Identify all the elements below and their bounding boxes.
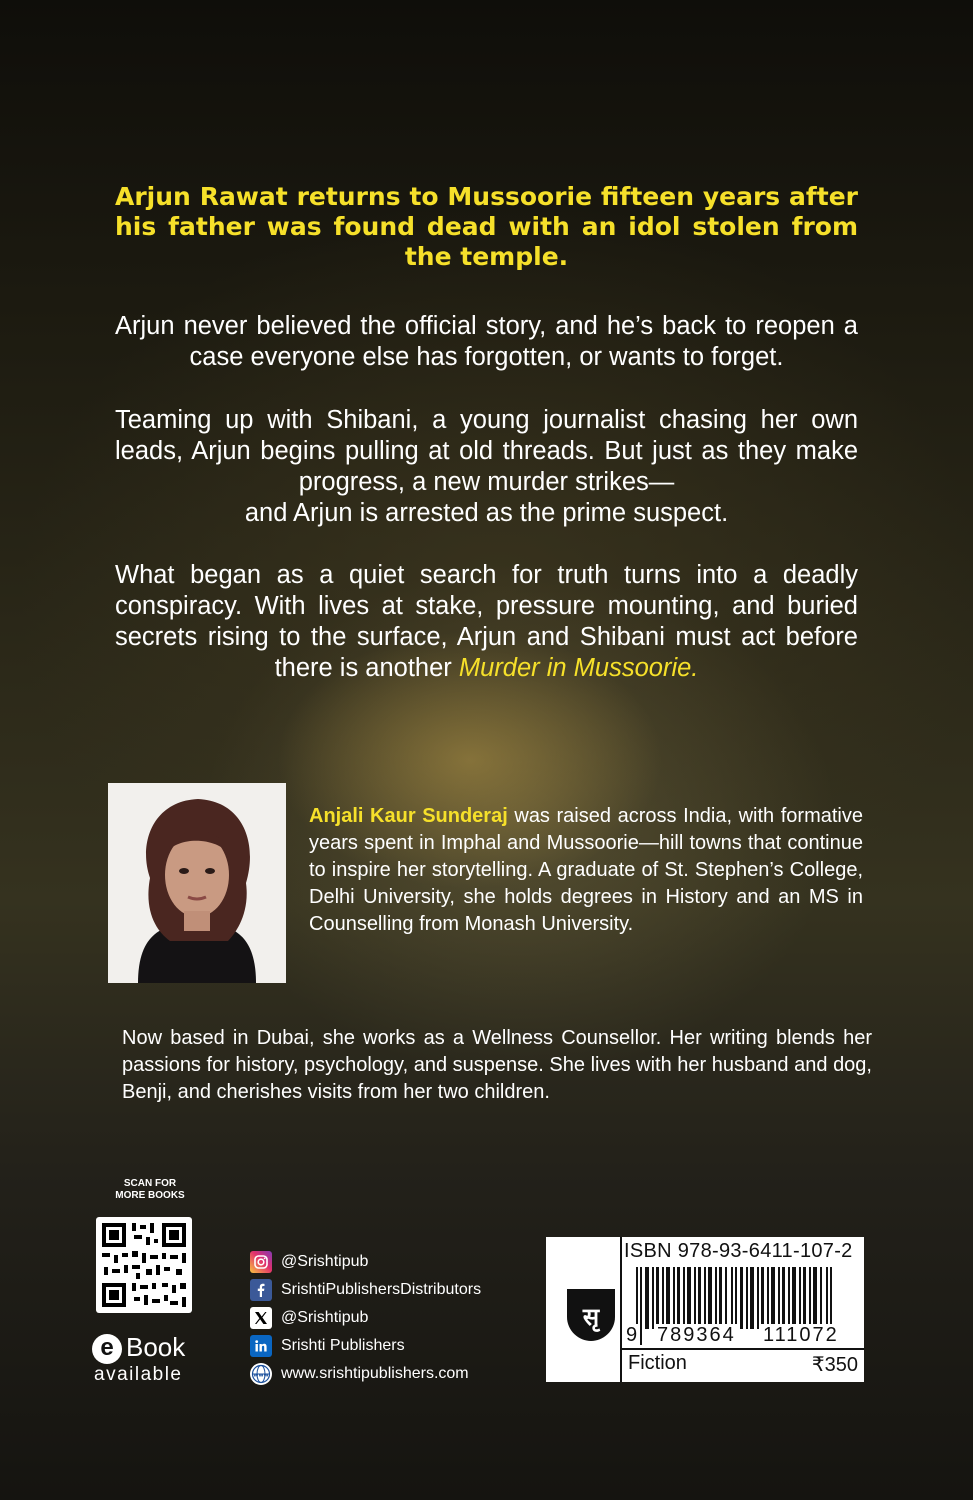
price-label: ₹350 bbox=[811, 1354, 858, 1376]
blurb-paragraph-3 bbox=[115, 560, 858, 684]
barcode-digit-first: 9 bbox=[626, 1324, 638, 1346]
isbn-barcode-box bbox=[546, 1237, 864, 1382]
blurb-paragraph-2-main: Teaming up with Shibani, a young journalist chasing her own leads, Arjun begins pulling at old threads. But just as they make progress, a new murder strikes— bbox=[115, 406, 858, 496]
blurb-paragraph-1: Arjun never believed the official story, and he’s back to reopen a case everyone else has forgotten, or wants to forget. bbox=[115, 312, 858, 371]
qr-label-line-1: SCAN FOR bbox=[123, 1178, 177, 1189]
svg-text:www: www bbox=[253, 1372, 269, 1379]
ebook-available-label: available bbox=[94, 1364, 183, 1385]
ebook-badge bbox=[92, 1330, 204, 1390]
social-x[interactable] bbox=[250, 1304, 540, 1332]
publisher-logo-text: सृ bbox=[582, 1303, 600, 1331]
barcode-digits-left: 789364 bbox=[654, 1324, 739, 1347]
x-handle: @Srishtipub bbox=[281, 1309, 369, 1326]
ebook-book-label: Book bbox=[126, 1332, 186, 1362]
social-links bbox=[250, 1248, 540, 1388]
qr-label-line-2: MORE BOOKS bbox=[115, 1190, 185, 1201]
facebook-page: SrishtiPublishersDistributors bbox=[281, 1281, 482, 1298]
instagram-handle: @Srishtipub bbox=[281, 1253, 369, 1270]
facebook-icon bbox=[250, 1279, 272, 1301]
social-website[interactable] bbox=[250, 1360, 540, 1388]
barcode-digits bbox=[622, 1324, 858, 1346]
tagline: Arjun Rawat returns to Mussoorie fifteen years after his father was found dead with an idol stolen from the temple. bbox=[115, 182, 858, 271]
author-bio-2: Now based in Dubai, she works as a Wellness Counsellor. Her writing blends her passions for history, psychology, and suspense. She lives with her husband and dog, Benji, and cherishes visits from her two children. bbox=[122, 1027, 872, 1103]
blurb-paragraph-2 bbox=[115, 405, 858, 529]
linkedin-page: Srishti Publishers bbox=[281, 1337, 405, 1354]
linkedin-icon bbox=[250, 1335, 272, 1357]
publisher-logo bbox=[563, 1287, 619, 1343]
isbn-number: ISBN 978-93-6411-107-2 bbox=[624, 1240, 853, 1262]
author-bio-1 bbox=[309, 803, 863, 938]
author-photo bbox=[108, 783, 286, 983]
genre-label: Fiction bbox=[628, 1352, 687, 1374]
barcode-divider-horizontal bbox=[622, 1348, 864, 1350]
qr-label bbox=[100, 1178, 200, 1202]
barcode-digits-right: 111072 bbox=[760, 1324, 842, 1347]
social-linkedin[interactable] bbox=[250, 1332, 540, 1360]
social-facebook[interactable] bbox=[250, 1276, 540, 1304]
instagram-icon bbox=[250, 1251, 272, 1273]
x-icon bbox=[250, 1307, 272, 1329]
website-icon bbox=[250, 1363, 272, 1385]
ebook-e-icon: e bbox=[92, 1334, 122, 1364]
author-name: Anjali Kaur Sunderaj bbox=[309, 805, 508, 827]
qr-code[interactable] bbox=[96, 1217, 192, 1313]
website-url: www.srishtipublishers.com bbox=[281, 1365, 469, 1382]
blurb-paragraph-2-end: and Arjun is arrested as the prime suspect. bbox=[244, 499, 729, 527]
social-instagram[interactable] bbox=[250, 1248, 540, 1276]
author-bio-1-text: was raised across India, with formative years spent in Imphal and Mussoorie—hill towns that continue to inspire her storytelling. A graduate of St. Stephen’s College, Delhi University, she holds degrees in History and an MS in Counselling from Monash University. bbox=[309, 805, 863, 935]
blurb-paragraph-3-main: What began as a quiet search for truth turns into a deadly conspiracy. With lives at stake, pressure mounting, and buried secrets rising to the surface, Arjun and Shibani must act before there is another bbox=[115, 561, 858, 682]
book-title-mention: Murder in Mussoorie. bbox=[458, 654, 699, 682]
